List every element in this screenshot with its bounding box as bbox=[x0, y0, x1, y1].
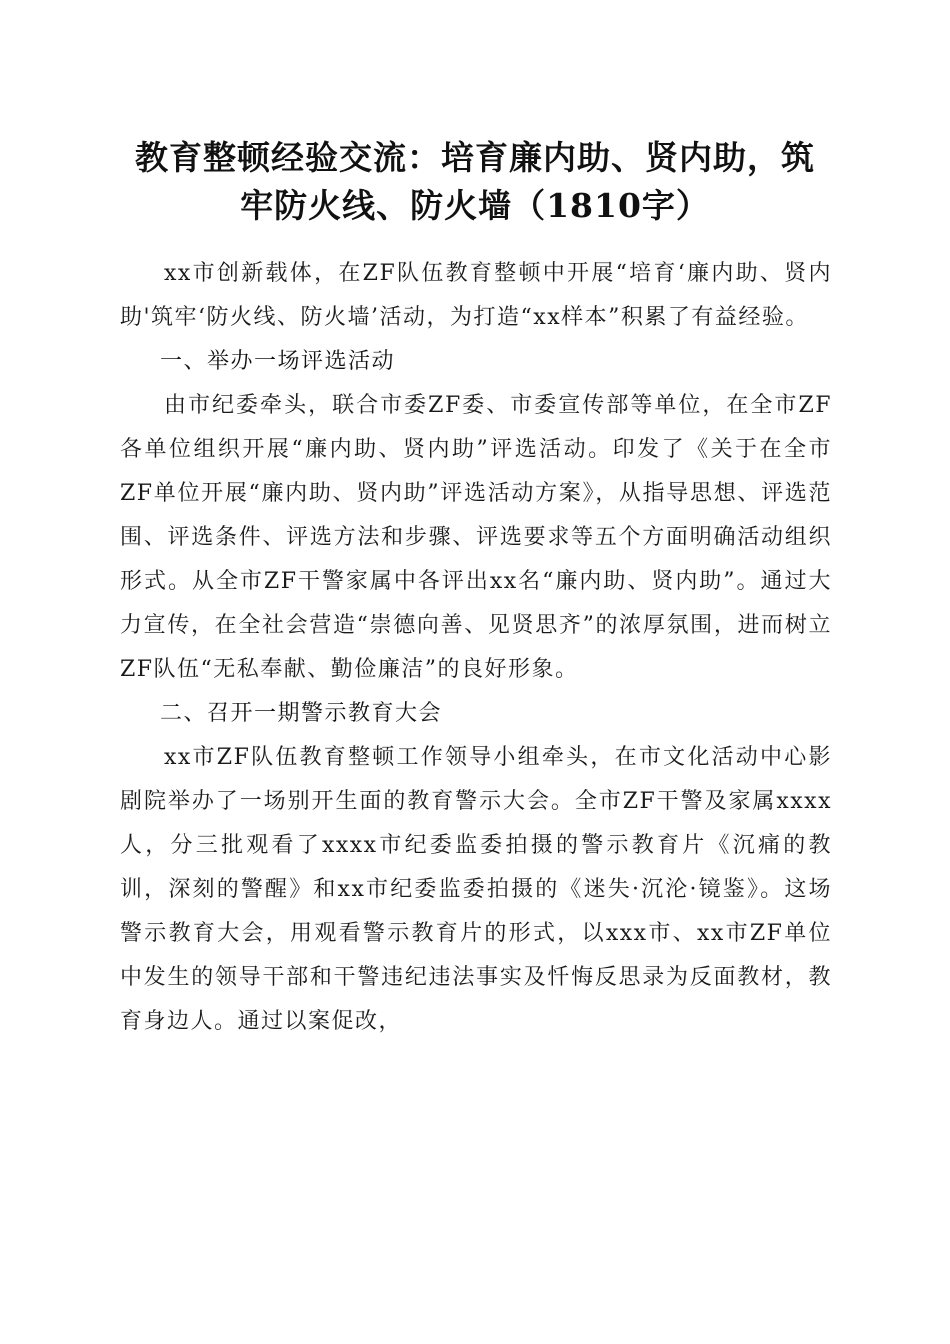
section-1-paragraph: 由市纪委牵头，联合市委ZF委、市委宣传部等单位，在全市ZF各单位组织开展“廉内助、贤内助”评选活动。印发了《关于在全市ZF单位开展“廉内助、贤内助”评选活动方案》，从指导思想、评选范围、评选条件、评选方法和步骤、评选要求等五个方面明确活动组织形式。从全市ZF干警家属中各评出xx名“廉内助、贤内助”。通过大力宣传，在全社会营造“崇德向善、见贤思齐”的浓厚氛围，进而树立ZF队伍“无私奉献、勤俭廉洁”的良好形象。 bbox=[120, 393, 832, 682]
section-heading-2: 二、召开一期警示教育大会 bbox=[160, 701, 443, 726]
section-heading-1: 一、举办一场评选活动 bbox=[160, 349, 396, 374]
section-2-paragraph: xx市ZF队伍教育整顿工作领导小组牵头，在市文化活动中心影剧院举办了一场别开生面的教育警示大会。全市ZF干警及家属xxxx人，分三批观看了xxxx市纪委监委拍摄的警示教育片《沉痛的教训，深刻的警醒》和xx市纪委监委拍摄的《迷失·沉沦·镜鉴》。这场警示教育大会，用观看警示教育片的形式，以xxx市、xx市ZF单位中发生的领导干部和干警违纪违法事实及忏悔反思录为反面教材，教育身边人。通过以案促改， bbox=[120, 745, 832, 1034]
title-line-1: 教育整顿经验交流：培育廉内助、贤内助，筑 bbox=[135, 138, 815, 177]
document-title bbox=[100, 134, 850, 230]
document-body bbox=[120, 252, 832, 1044]
title-line-2: 牢防火线、防火墙（1810字） bbox=[240, 186, 710, 225]
intro-paragraph: xx市创新载体，在ZF队伍教育整顿中开展“培育‘廉内助、贤内助'筑牢‘防火线、防火墙’活动，为打造“xx样本”积累了有益经验。 bbox=[120, 261, 832, 330]
